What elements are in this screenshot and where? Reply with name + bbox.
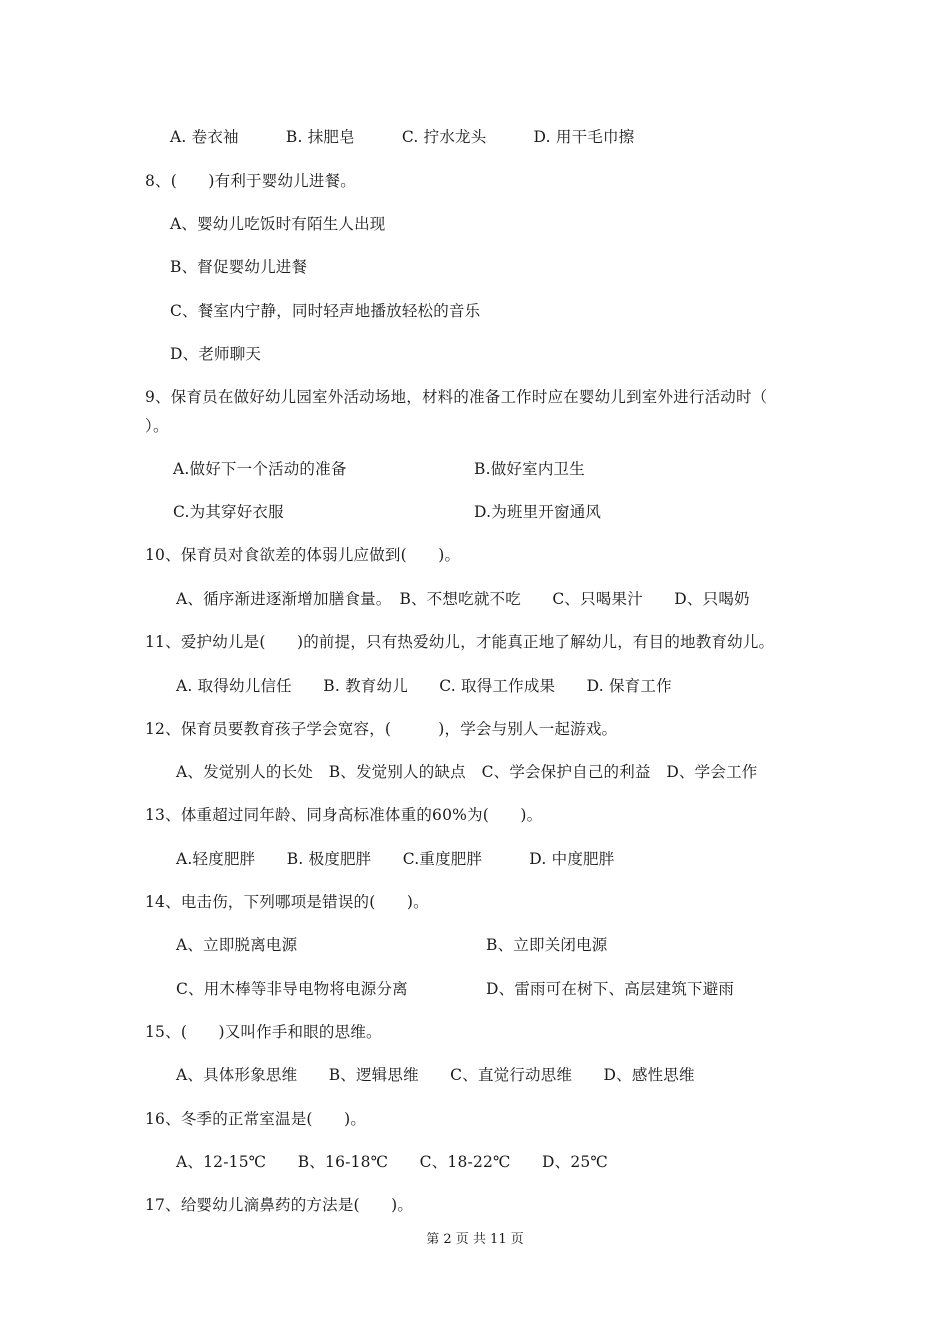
q14-option-b: B、立即关闭电源 — [486, 936, 608, 954]
q7-options: A. 卷衣袖 B. 抹肥皂 C. 拧水龙头 D. 用干毛巾擦 — [170, 128, 635, 146]
q12-options: A、发觉别人的长处 B、发觉别人的缺点 C、学会保护自己的利益 D、学会工作 — [176, 763, 758, 781]
q8-option-b: B、督促婴幼儿进餐 — [170, 258, 308, 276]
q17-stem: 17、给婴幼儿滴鼻药的方法是( )。 — [145, 1196, 414, 1214]
q8-stem: 8、( )有利于婴幼儿进餐。 — [145, 172, 356, 190]
page-footer: 第 2 页 共 11 页 — [426, 1232, 524, 1247]
q15-options: A、具体形象思维 B、逻辑思维 C、直觉行动思维 D、感性思维 — [176, 1066, 695, 1084]
q11-options: A. 取得幼儿信任 B. 教育幼儿 C. 取得工作成果 D. 保育工作 — [176, 677, 672, 695]
q15-stem: 15、( )又叫作手和眼的思维。 — [145, 1023, 382, 1041]
q14-option-a: A、立即脱离电源 — [176, 936, 298, 954]
q9-stem-line1: 9、保育员在做好幼儿园室外活动场地，材料的准备工作时应在婴幼儿到室外进行活动时（ — [145, 388, 768, 406]
q14-stem: 14、电击伤，下列哪项是错误的( )。 — [145, 893, 429, 911]
q12-stem: 12、保育员要教育孩子学会宽容，( )，学会与别人一起游戏。 — [145, 720, 618, 738]
q9-option-a: A.做好下一个活动的准备 — [173, 460, 347, 478]
q11-stem: 11、爱护幼儿是( )的前提，只有热爱幼儿，才能真正地了解幼儿，有目的地教育幼儿。 — [145, 633, 775, 651]
q13-stem: 13、体重超过同年龄、同身高标准体重的60%为( )。 — [145, 806, 543, 824]
q10-stem: 10、保育员对食欲差的体弱儿应做到( )。 — [145, 546, 461, 564]
q9-option-c: C.为其穿好衣服 — [173, 503, 284, 521]
q14-option-c: C、用木棒等非导电物将电源分离 — [176, 980, 408, 998]
q16-stem: 16、冬季的正常室温是( )。 — [145, 1110, 367, 1128]
q10-options: A、循序渐进逐渐增加膳食量。 B、不想吃就不吃 C、只喝果汁 D、只喝奶 — [176, 590, 750, 608]
q9-stem-line2: ）。 — [145, 417, 169, 435]
q9-option-d: D.为班里开窗通风 — [474, 503, 602, 521]
q8-option-c: C、餐室内宁静，同时轻声地播放轻松的音乐 — [170, 302, 481, 320]
q14-option-d: D、雷雨可在树下、高层建筑下避雨 — [486, 980, 735, 998]
q8-option-d: D、老师聊天 — [170, 345, 262, 363]
q13-options: A.轻度肥胖 B. 极度肥胖 C.重度肥胖 D. 中度肥胖 — [176, 850, 615, 868]
q9-option-b: B.做好室内卫生 — [474, 460, 585, 478]
q8-option-a: A、婴幼儿吃饭时有陌生人出现 — [170, 215, 386, 233]
q16-options: A、12-15℃ B、16-18℃ C、18-22℃ D、25℃ — [176, 1153, 609, 1171]
